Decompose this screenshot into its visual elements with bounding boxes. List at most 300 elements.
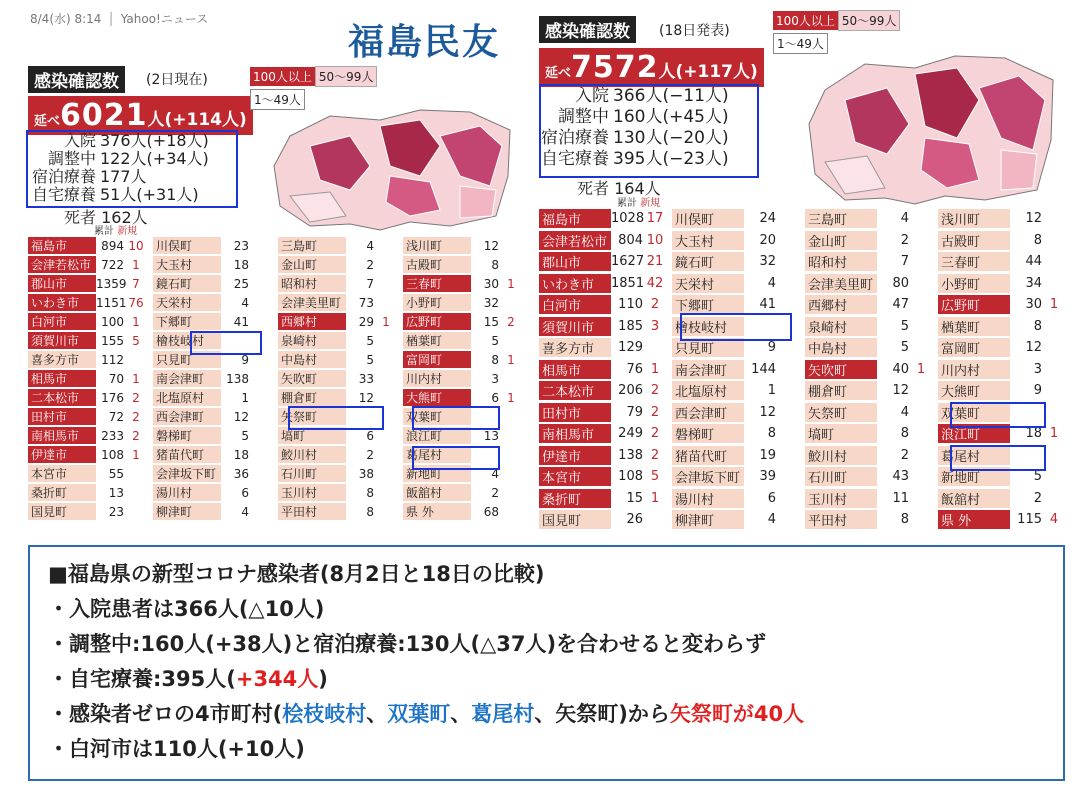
table-row [153,331,270,350]
table-row [805,509,930,531]
cumulative-count: 155 [101,333,124,348]
summary-highlight-blue: 双葉町 [387,702,451,726]
municipality-name: 平田村 [278,503,346,520]
municipality-name: 会津坂下町 [153,465,221,482]
table-row [805,251,930,273]
municipality-name: 国見町 [28,503,96,520]
deaths-value: 164人 [614,179,661,198]
stat-label: 宿泊療養 [31,167,96,186]
table-row [403,255,520,274]
table-row [539,337,664,359]
table-row [938,273,1063,295]
stat-value: 376人(+18人) [100,131,209,150]
table-row [278,369,395,388]
table-row [805,273,930,295]
new-count: 1 [132,257,140,272]
cumulative-count: 3 [491,371,499,386]
cumulative-count: 23 [233,238,249,253]
summary-text: ・感染者ゼロの4市町村( [48,702,283,726]
right-legend [773,10,900,54]
table-row [672,423,797,445]
new-count: 1 [507,352,515,367]
municipality-name: 塙町 [278,427,346,444]
table-row [539,488,664,510]
municipality-name: 三島町 [805,209,877,228]
table-row [153,369,270,388]
table-row [153,407,270,426]
municipality-name: 二本松市 [28,389,96,406]
cumulative-count: 138 [618,447,643,463]
municipality-name: 本宮市 [539,467,611,486]
summary-box [28,545,1065,781]
table-row [278,274,395,293]
municipality-name: いわき市 [28,294,96,311]
left-col-0 [28,236,145,521]
municipality-name: 平田村 [805,510,877,529]
municipality-name: 楢葉町 [403,332,471,349]
left-stat-row [28,150,236,168]
table-row [805,208,930,230]
cumulative-count: 110 [618,297,643,313]
cumulative-count: 4 [767,275,776,291]
cumulative-count: 3 [1033,361,1042,377]
cumulative-count: 8 [767,426,776,442]
municipality-name: 白河市 [28,313,96,330]
stat-label: 自宅療養 [31,185,96,204]
new-count: 2 [650,297,660,313]
table-row [403,483,520,502]
municipality-name: 国見町 [539,510,611,529]
table-row [403,331,520,350]
new-count: 2 [132,428,140,443]
table-row [938,230,1063,252]
municipality-name: 南相馬市 [539,424,611,443]
municipality-name: 湯川村 [153,484,221,501]
municipality-name: 石川町 [805,467,877,486]
table-row [539,445,664,467]
cumulative-count: 6 [241,485,249,500]
new-count: 2 [650,404,660,420]
table-row [672,359,797,381]
cumulative-count: 24 [759,211,776,227]
municipality-name: 西郷村 [278,313,346,330]
header-source[interactable]: Yahoo!ニュース [120,12,209,26]
table-row [805,294,930,316]
cumulative-count: 19 [759,447,776,463]
new-count: 1 [1049,426,1059,442]
cumulative-count: 41 [759,297,776,313]
left-stat-row [28,168,236,186]
table-row [672,402,797,424]
table-row [28,445,145,464]
cumulative-count: 29 [358,314,374,329]
table-row [539,273,664,295]
municipality-name: 大熊町 [403,389,471,406]
cumulative-count: 13 [483,428,499,443]
table-row [153,255,270,274]
municipality-name: 会津若松市 [539,231,611,250]
table-row [403,388,520,407]
page-header [30,10,208,27]
stat-value: 366人(−11人) [613,86,729,106]
right-stat-row [541,86,757,107]
municipality-name: 古殿町 [403,256,471,273]
municipality-name: 田村市 [28,408,96,425]
new-count: 2 [650,383,660,399]
new-count: 2 [650,447,660,463]
table-row [805,337,930,359]
table-row [938,402,1063,424]
summary-line-shirakawa: ・白河市は110人(+10人) [48,737,305,761]
table-row [938,445,1063,467]
municipality-name: 下郷町 [153,313,221,330]
summary-line-home [48,662,1045,697]
municipality-name: 広野町 [403,313,471,330]
municipality-name: 喜多方市 [28,351,96,368]
cumulative-count: 1028 [611,211,645,227]
cumulative-count: 4 [900,211,909,227]
municipality-name: 金山町 [805,231,877,250]
cumulative-count: 4 [366,238,374,253]
summary-line-adjusting: ・調整中:160人(+38人)と宿泊療養:130人(△37人)を合わせると変わらず [48,632,767,656]
right-date: (18日発表) [659,23,730,39]
cumulative-count: 115 [1017,512,1042,528]
municipality-name: 相馬市 [539,360,611,379]
stat-label: 入院 [575,86,609,106]
cumulative-count: 2 [900,447,909,463]
summary-line-hospital: ・入院患者は366人(△10人) [48,597,325,621]
right-stats-box [539,84,759,178]
municipality-name: 三春町 [403,275,471,292]
left-stat-row [28,186,236,204]
cumulative-count: 100 [101,314,124,329]
cumulative-count: 5 [491,333,499,348]
cumulative-count: 2 [366,447,374,462]
table-row [153,445,270,464]
cumulative-count: 12 [483,238,499,253]
cumulative-count: 8 [491,352,499,367]
municipality-name: 鏡石町 [153,275,221,292]
table-row [403,445,520,464]
table-row [539,359,664,381]
table-row [28,502,145,521]
cumulative-count: 26 [626,512,643,528]
cumulative-count: 32 [483,295,499,310]
municipality-name: 桑折町 [539,489,611,508]
municipality-name: 川内村 [938,360,1010,379]
municipality-name: 只見町 [153,351,221,368]
table-row [153,293,270,312]
table-row [153,312,270,331]
municipality-name: 福島市 [539,209,611,228]
map-region [460,186,496,218]
stat-value: 395人(−23人) [613,149,729,169]
municipality-name: 楢葉町 [938,317,1010,336]
table-row [278,407,395,426]
col-head-new: 新規 [117,226,138,237]
municipality-name: 飯舘村 [403,484,471,501]
cumulative-count: 12 [1025,340,1042,356]
table-row [672,273,797,295]
table-row [28,464,145,483]
municipality-name: 浅川町 [938,209,1010,228]
cumulative-count: 206 [618,383,643,399]
legend-lo: 1〜49人 [773,33,828,54]
table-row [805,316,930,338]
municipality-name: 鮫川村 [278,446,346,463]
cumulative-count: 47 [892,297,909,313]
municipality-name: 郡山市 [28,275,96,292]
cumulative-count: 9 [241,352,249,367]
municipality-name: 郡山市 [539,252,611,271]
municipality-name: 大熊町 [938,381,1010,400]
cumulative-count: 5 [1033,469,1042,485]
municipality-name: 檜枝岐村 [672,317,744,336]
header-date: 8/4(水) 8:14 [30,12,102,26]
new-count: 1 [650,490,660,506]
stat-label: 宿泊療養 [541,128,609,148]
stat-label: 調整中 [47,149,96,168]
table-row [28,236,145,255]
cumulative-count: 1 [241,390,249,405]
municipality-name: 南相馬市 [28,427,96,444]
right-panel [537,10,1067,540]
table-row [539,316,664,338]
cumulative-count: 4 [900,404,909,420]
right-total [539,48,764,87]
new-count: 1 [132,447,140,462]
municipality-name: 白河市 [539,295,611,314]
cumulative-count: 1 [767,383,776,399]
table-row [278,388,395,407]
municipality-name: 玉川村 [805,489,877,508]
cumulative-count: 894 [101,238,124,253]
right-total-suffix: 人(+117人) [658,62,758,82]
municipality-name: 棚倉町 [278,389,346,406]
right-col-head [617,194,660,209]
municipality-name: 伊達市 [539,446,611,465]
right-col-2 [805,208,930,531]
table-row [672,316,797,338]
municipality-name: 新地町 [403,465,471,482]
table-row [938,359,1063,381]
municipality-name: 西会津町 [153,408,221,425]
summary-highlight-red: 矢祭町が40人 [669,702,805,726]
municipality-name: 柳津町 [153,503,221,520]
legend-mid: 50〜99人 [838,10,901,31]
cumulative-count: 18 [1025,426,1042,442]
legend-hi: 100人以上 [773,11,838,30]
municipality-name: 猪苗代町 [153,446,221,463]
cumulative-count: 23 [108,504,124,519]
summary-text: 、 [450,702,472,726]
municipality-name: 猪苗代町 [672,446,744,465]
cumulative-count: 1151 [96,295,127,310]
summary-text: 、矢祭町)から [534,702,670,726]
table-row [672,488,797,510]
municipality-name: 会津美里町 [278,294,346,311]
table-row [28,407,145,426]
left-total-prefix: 延べ [34,114,61,129]
new-count: 10 [646,232,664,248]
left-table [28,236,520,521]
municipality-name: 只見町 [672,338,744,357]
table-row [539,230,664,252]
table-row [805,445,930,467]
cumulative-count: 8 [900,512,909,528]
table-row [28,274,145,293]
right-stat-row [541,107,757,128]
municipality-name: 三島町 [278,237,346,254]
cumulative-count: 12 [358,390,374,405]
left-total-suffix: 人(+114人) [147,110,247,130]
table-row [672,208,797,230]
table-row [805,230,930,252]
municipality-name: 会津美里町 [805,274,877,293]
table-row [938,509,1063,531]
table-row [805,402,930,424]
table-row [278,255,395,274]
left-col-head [94,222,137,237]
municipality-name: 中島村 [278,351,346,368]
table-row [28,312,145,331]
cumulative-count: 185 [618,318,643,334]
table-row [938,316,1063,338]
summary-highlight-red: +344人 [235,667,319,691]
municipality-name: 田村市 [539,403,611,422]
new-count: 76 [128,295,144,310]
municipality-name: 大玉村 [153,256,221,273]
cumulative-count: 7 [900,254,909,270]
cumulative-count: 2 [900,232,909,248]
table-row [938,488,1063,510]
new-count: 1 [507,276,515,291]
cumulative-count: 32 [759,254,776,270]
table-row [539,208,664,230]
cumulative-count: 43 [892,469,909,485]
cumulative-count: 55 [108,466,124,481]
cumulative-count: 233 [101,428,124,443]
municipality-name: 北塩原村 [672,381,744,400]
municipality-name: 喜多方市 [539,338,611,357]
left-panel [28,66,528,528]
municipality-name: 檜枝岐村 [153,332,221,349]
new-count: 2 [650,426,660,442]
cumulative-count: 4 [767,512,776,528]
cumulative-count: 1359 [96,276,127,291]
table-row [153,502,270,521]
table-row [153,483,270,502]
left-tag: 感染確認数 [28,66,125,93]
table-row [278,464,395,483]
municipality-name: 県 外 [938,510,1010,529]
cumulative-count: 41 [233,314,249,329]
municipality-name: 葛尾村 [403,446,471,463]
table-row [28,331,145,350]
new-count: 2 [132,390,140,405]
municipality-name: 富岡町 [938,338,1010,357]
table-row [403,407,520,426]
municipality-name: 金山町 [278,256,346,273]
municipality-name: 磐梯町 [153,427,221,444]
cumulative-count: 12 [233,409,249,424]
municipality-name: 昭和村 [278,275,346,292]
cumulative-count: 12 [892,383,909,399]
cumulative-count: 5 [900,318,909,334]
municipality-name: 県 外 [403,503,471,520]
cumulative-count: 13 [108,485,124,500]
cumulative-count: 1851 [611,275,645,291]
municipality-name: 相馬市 [28,370,96,387]
table-row [539,294,664,316]
cumulative-count: 9 [767,340,776,356]
cumulative-count: 8 [900,426,909,442]
new-count: 2 [132,409,140,424]
stat-value: 51人(+31人) [100,185,199,204]
cumulative-count: 108 [618,469,643,485]
cumulative-count: 18 [233,257,249,272]
table-row [28,369,145,388]
left-stats-box [26,130,238,208]
col-head-cum: 累計 [94,226,114,237]
summary-highlight-blue: 葛尾村 [471,702,535,726]
table-row [153,464,270,483]
cumulative-count: 80 [892,275,909,291]
table-row [403,350,520,369]
cumulative-count: 25 [233,276,249,291]
cumulative-count: 176 [101,390,124,405]
table-row [539,509,664,531]
cumulative-count: 6 [491,390,499,405]
municipality-name: 湯川村 [672,489,744,508]
cumulative-count: 8 [1033,232,1042,248]
table-row [403,312,520,331]
municipality-name: 飯舘村 [938,489,1010,508]
legend-lo: 1〜49人 [250,89,305,110]
municipality-name: 鮫川村 [805,446,877,465]
municipality-name: 石川町 [278,465,346,482]
table-row [278,502,395,521]
table-row [403,426,520,445]
table-row [153,274,270,293]
stat-label: 自宅療養 [541,149,609,169]
summary-highlight-blue: 桧枝岐村 [282,702,367,726]
new-count: 1 [507,390,515,405]
table-row [539,402,664,424]
cumulative-count: 4 [241,504,249,519]
cumulative-count: 2 [366,257,374,272]
cumulative-count: 8 [366,485,374,500]
table-row [28,350,145,369]
cumulative-count: 40 [892,361,909,377]
cumulative-count: 8 [1033,318,1042,334]
municipality-name: 福島市 [28,237,96,254]
municipality-name: 南会津町 [672,360,744,379]
stat-value: 130人(−20人) [613,128,729,148]
right-tag: 感染確認数 [539,16,636,43]
cumulative-count: 8 [491,257,499,272]
new-count: 3 [650,318,660,334]
cumulative-count: 30 [1025,297,1042,313]
municipality-name: 新地町 [938,467,1010,486]
new-count: 1 [916,361,926,377]
municipality-name: 桑折町 [28,484,96,501]
table-row [938,337,1063,359]
col-head-cum: 累計 [617,198,637,209]
cumulative-count: 39 [759,469,776,485]
right-table [539,208,1063,531]
map-region [1001,150,1037,190]
